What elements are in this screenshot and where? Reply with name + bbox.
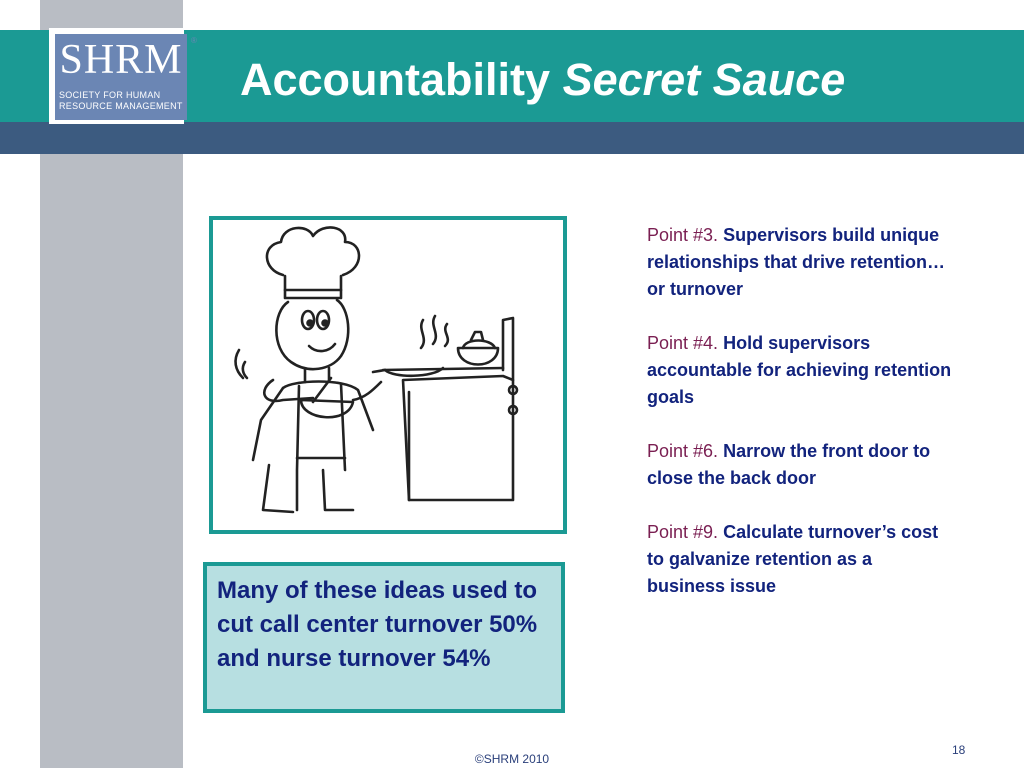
logo-box [55, 34, 187, 120]
page-number: 18 [952, 743, 966, 757]
registered-mark: ® [191, 36, 197, 45]
footer-copyright: ©SHRM 2010 [474, 752, 550, 766]
chef-illustration-frame [209, 216, 567, 534]
point-item-3 [647, 222, 952, 303]
callout-box [203, 562, 565, 713]
point-text: Supervisors build unique relationships that drive retention…or turnover [647, 225, 946, 299]
point-item-6 [647, 438, 952, 492]
slide-title [240, 56, 845, 104]
point-text: Hold supervisors accountable for achieving retention goals [647, 333, 952, 407]
point-item-4 [647, 330, 952, 411]
point-label: Point #3. [647, 225, 719, 245]
title-emphasis: Secret Sauce [562, 54, 846, 105]
logo-subtitle: SOCIETY FOR HUMAN RESOURCE MANAGEMENT [59, 90, 183, 111]
shrm-logo [49, 28, 197, 124]
point-text: Calculate turnover’s cost to galvanize retention as a business issue [647, 522, 939, 596]
point-item-9 [647, 519, 952, 600]
points-list [647, 222, 952, 627]
title-main: Accountability [240, 54, 551, 105]
point-label: Point #9. [647, 522, 719, 542]
point-text: Narrow the front door to close the back door [647, 441, 931, 488]
header-navy-bar [0, 122, 1024, 154]
point-label: Point #4. [647, 333, 719, 353]
logo-letters: SHRM [59, 37, 183, 83]
chef-cooking-icon [213, 220, 563, 530]
point-label: Point #6. [647, 441, 719, 461]
callout-text: Many of these ideas used to cut call center turnover 50% and nurse turnover 54% [217, 577, 538, 672]
